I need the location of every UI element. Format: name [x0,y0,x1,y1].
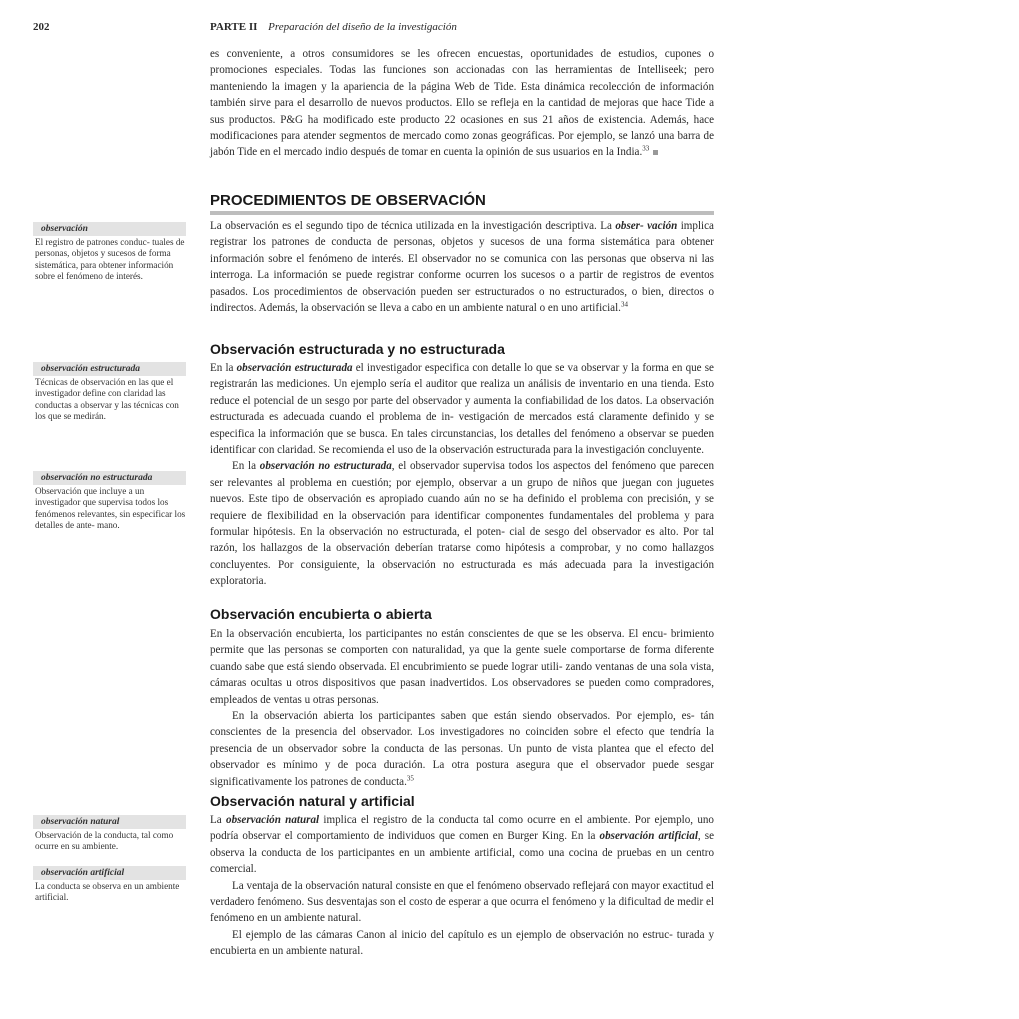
margin-term-title: observación [33,222,186,236]
natural-advantage-paragraph: La ventaja de la observación natural consiste en que el fenómeno observado reflejará con mayor exactitud el verdadero fenómeno. Sus desventajas son el costo de esperar a que ocurra el fenómeno y la dificultad de medir el fenómeno en un ambiente natural. [210,879,714,925]
margin-term-title: observación artificial [33,866,186,880]
margin-term-natural [33,815,186,853]
section-title: PROCEDIMIENTOS DE OBSERVACIÓN [210,192,486,209]
margin-term-definition: Técnicas de observación en las que el investigador define con claridad las conductas a observar y las técnicas con los que se medirán. [35,377,179,422]
intro-block [210,46,714,161]
margin-term-definition: Observación de la conducta, tal como ocurre en su ambiente. [35,830,174,852]
canon-example-paragraph: El ejemplo de las cámaras Canon al inicio del capítulo es un ejemplo de observación no estruc- turada y encubierta en un ambiente natural. [210,928,714,958]
margin-term-definition: Observación que incluye a un investigador que supervisa todos los fenómenos relevantes, sin especificar los detalles de ante- mano. [35,486,186,531]
end-mark-icon [653,150,658,155]
part-label: PARTE II [210,21,258,33]
section-rule [210,211,714,215]
margin-term-title: observación no estructurada [33,471,186,485]
margin-term-observacion [33,222,186,283]
page-number: 202 [33,21,50,33]
overt-paragraph: En la observación abierta los participantes saben que están siendo observados. Por ejemplo, es- tán conscientes de la presencia del observador. Los investigadores no coinciden sobre el efecto que tendría la presencia de un observador sobre la conducta de las personas. Un punto de vista plantea que el efecto del observador es mínimo y de poca duración. La otra postura asegura que el observador puede sesgar significativamente los patrones de conducta.$^{35}$ [210,710,714,788]
subsection-title-covert: Observación encubierta o abierta [210,606,432,622]
covert-paragraph: En la observación encubierta, los participantes no están conscientes de que se les observa. El encu- brimiento permite que las personas se comporten con naturalidad, ya que la gente suele comportarse de forma diferente cuando sabe que está siendo observada. El encubrimiento se puede lograr utili- zando ventanas de una sola vista, cámaras ocultas u otros dispositivos que pasan inadvertidos. Los observadores se pueden como compradores, empleados de ventas u otras personas. [210,628,714,706]
section-paragraph: La observación es el segundo tipo de técnica utilizada en la investigación descriptiva. La obser- vación implica registrar los patrones de conducta de personas, objetos y sucesos de una forma sistemática para obtener información sobre el fenómeno de interés. El observador no se comunica con las personas que observa ni las interroga. La información se puede registrar conforme ocurren los sucesos o a partir de registros de eventos pasados. Los procedimientos de observación pueden ser estructurados o no estructurados, o bien, directos o indirectos. Además, la observación se lleva a cabo en un ambiente natural o en uno artificial.$^{34}$ [210,220,714,315]
intro-paragraph: es conveniente, a otros consumidores se les ofrecen encuestas, oportunidades de estudios, cupones o promociones especiales. Todas las funciones son accionadas con las herramientas de Intelliseek; pero manteniendo la imagen y la apariencia de la página Web de Tide. Esta dinámica recolección de información también sirve para el desarrollo de nuevos productos. Ello se refleja en la cantidad de mejoras que hace Tide a sus productos. P&G ha modificado este producto 22 ocasiones en sus 21 años de existencia. Además, hace modificaciones para atender segmentos de mercado como zonas geográficas. Por ejemplo, se lanzó una barra de jabón Tide en el mercado indio después de tomar en cuenta la opinión de sus usuarios en la India.$^{33}$ [210,48,714,159]
unstructured-paragraph: En la observación no estructurada, el observador supervisa todos los aspectos del fenómeno que parecen ser relevantes al problema en cuestión; por ejemplo, observar a un grupo de niños que juegan con juguetes nuevos. Este tipo de observación es apropiado cuando aún no se ha definido el problema con precisión, y se requiere de flexibilidad en la observación para identificar componentes fundamentales del problema y para formular hipótesis. En la observación no estructurada, el poten- cial de sesgo del observador es alto. Por tal razón, los hallazgos de la observación deberían tratarse como hipótesis a comprobar, y no como hallazgos concluyentes. Por consiguiente, la observación no estructurada es más adecuada para la investigación exploratoria. [210,460,714,588]
chapter-subtitle: Preparación del diseño de la investigación [268,21,457,33]
margin-term-definition: La conducta se observa en un ambiente artificial. [35,881,180,903]
section-intro [210,218,714,316]
subsection-natural [210,812,714,960]
subsection-title-natural: Observación natural y artificial [210,793,415,809]
subsection-structured [210,360,714,590]
subsection-title-structured: Observación estructurada y no estructurada [210,341,505,357]
margin-term-estructurada [33,362,186,423]
margin-term-no-estructurada [33,471,186,532]
margin-term-title: observación natural [33,815,186,829]
subsection-covert [210,626,714,790]
margin-term-artificial [33,866,186,904]
footnote-ref: 34 [620,300,628,309]
natural-paragraph: La observación natural implica el registro de la conducta tal como ocurre en el ambiente. Por ejemplo, uno podría observar el comportamiento de individuos que comen en Burger King. En la observación artificial, se observa la conducta de los participantes en un ambiente artificial, como una cocina de pruebas en un centro comercial. [210,814,714,876]
margin-term-definition: El registro de patrones conduc- tuales de personas, objetos y sucesos de forma sistemática, para obtener información sobre el fenómeno de interés. [35,237,185,282]
footnote-ref: 33 [642,144,650,153]
structured-paragraph: En la observación estructurada el investigador especifica con detalle lo que se va observar y la forma en que se registrarán las mediciones. Un ejemplo sería el auditor que realiza un análisis de inventario en una tienda. Esto reduce el potencial de un sesgo por parte del observador y aumenta la confiabilidad de los datos. La observación estructurada es adecuada cuando el problema de in- vestigación de mercados está claramente definido y se especifica la información que se busca. En tales circunstancias, los detalles del fenómeno a observar se pueden identificar con claridad. Se recomienda el uso de la observación estructurada para la investigación concluyente. [210,362,714,457]
margin-term-title: observación estructurada [33,362,186,376]
footnote-ref: 35 [406,773,414,782]
running-header [210,21,457,33]
